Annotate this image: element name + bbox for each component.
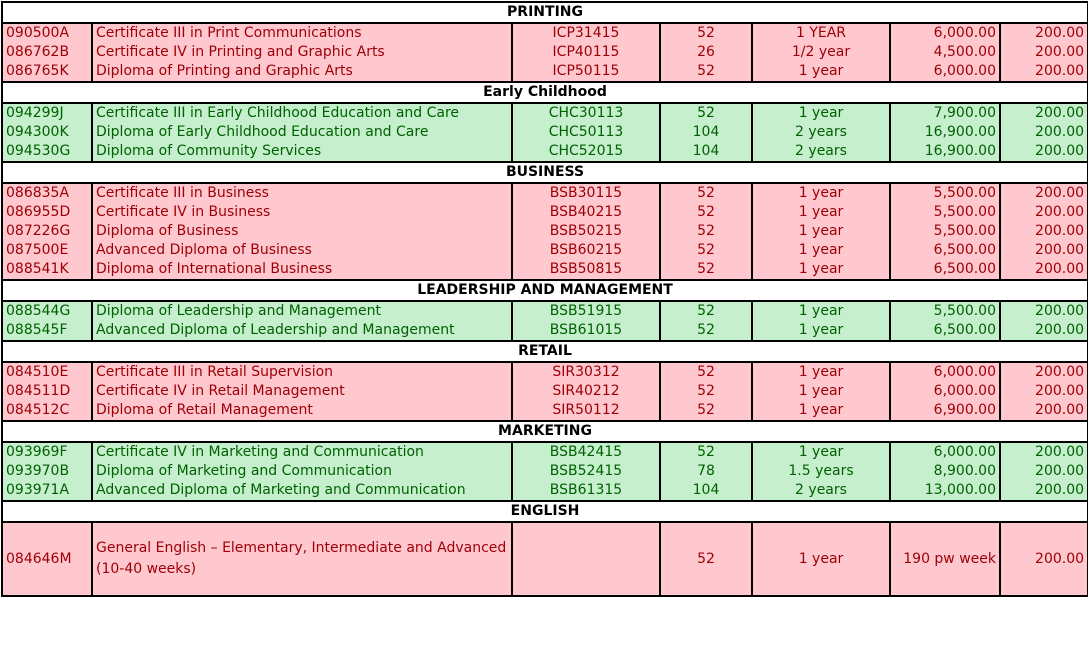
duration-cell: 1 YEAR [752,23,890,43]
weeks-cell: 52 [660,241,752,260]
qualification-code-cell: BSB30115 [512,183,660,203]
section-title: LEADERSHIP AND MANAGEMENT [2,280,1088,301]
course-name-cell: General English – Elementary, Intermediate and Advanced (10-40 weeks) [92,522,512,596]
course-code-cell: 084646M [2,522,92,596]
weeks-cell: 52 [660,183,752,203]
table-row [2,462,1088,481]
duration-cell: 2 years [752,481,890,501]
course-name-cell: Certificate III in Early Childhood Education and Care [92,103,512,123]
qualification-code-cell: BSB51915 [512,301,660,321]
tuition-fee-cell: 8,900.00 [890,462,1000,481]
duration-cell: 1 year [752,362,890,382]
table-row [2,183,1088,203]
duration-cell: 1 year [752,183,890,203]
course-code-cell: 094530G [2,142,92,162]
course-name-cell: Advanced Diploma of Business [92,241,512,260]
course-name-cell: Diploma of Business [92,222,512,241]
tuition-fee-cell: 6,500.00 [890,260,1000,280]
enrolment-fee-cell: 200.00 [1000,442,1088,462]
weeks-cell: 26 [660,43,752,62]
section-title: BUSINESS [2,162,1088,183]
qualification-code-cell: CHC52015 [512,142,660,162]
enrolment-fee-cell: 200.00 [1000,301,1088,321]
tuition-fee-cell: 5,500.00 [890,203,1000,222]
enrolment-fee-cell: 200.00 [1000,142,1088,162]
section-header-row [2,341,1088,362]
qualification-code-cell: SIR50112 [512,401,660,421]
enrolment-fee-cell: 200.00 [1000,522,1088,596]
weeks-cell: 52 [660,382,752,401]
qualification-code-cell: CHC50113 [512,123,660,142]
duration-cell: 1 year [752,241,890,260]
weeks-cell: 52 [660,260,752,280]
enrolment-fee-cell: 200.00 [1000,43,1088,62]
tuition-fee-cell: 6,000.00 [890,442,1000,462]
course-code-cell: 084510E [2,362,92,382]
enrolment-fee-cell: 200.00 [1000,260,1088,280]
qualification-code-cell: CHC30113 [512,103,660,123]
weeks-cell: 52 [660,23,752,43]
duration-cell: 1.5 years [752,462,890,481]
table-row [2,382,1088,401]
table-row [2,123,1088,142]
course-code-cell: 086765K [2,62,92,82]
course-code-cell: 084511D [2,382,92,401]
table-row [2,362,1088,382]
tuition-fee-cell: 6,000.00 [890,362,1000,382]
course-name-cell: Advanced Diploma of Marketing and Communication [92,481,512,501]
section-title: RETAIL [2,341,1088,362]
course-name-cell: Diploma of Printing and Graphic Arts [92,62,512,82]
course-code-cell: 086955D [2,203,92,222]
course-code-cell: 088545F [2,321,92,341]
tuition-fee-cell: 5,500.00 [890,222,1000,241]
tuition-fee-cell: 6,000.00 [890,23,1000,43]
section-header-row [2,82,1088,103]
course-name-cell: Diploma of Retail Management [92,401,512,421]
table-row [2,62,1088,82]
table-row [2,241,1088,260]
duration-cell: 1 year [752,522,890,596]
tuition-fee-cell: 6,000.00 [890,62,1000,82]
tuition-fee-cell: 6,000.00 [890,382,1000,401]
enrolment-fee-cell: 200.00 [1000,321,1088,341]
weeks-cell: 52 [660,103,752,123]
section-title: PRINTING [2,2,1088,23]
weeks-cell: 52 [660,442,752,462]
tuition-fee-cell: 4,500.00 [890,43,1000,62]
table-body [2,2,1088,596]
section-header-row [2,280,1088,301]
course-name-cell: Certificate III in Print Communications [92,23,512,43]
course-code-cell: 093970B [2,462,92,481]
table-row [2,260,1088,280]
course-name-cell: Diploma of Marketing and Communication [92,462,512,481]
enrolment-fee-cell: 200.00 [1000,362,1088,382]
enrolment-fee-cell: 200.00 [1000,23,1088,43]
enrolment-fee-cell: 200.00 [1000,123,1088,142]
table-row [2,301,1088,321]
duration-cell: 1/2 year [752,43,890,62]
tuition-fee-cell: 5,500.00 [890,301,1000,321]
course-name-cell: Certificate IV in Printing and Graphic Arts [92,43,512,62]
weeks-cell: 52 [660,222,752,241]
course-name-cell: Certificate III in Business [92,183,512,203]
duration-cell: 1 year [752,382,890,401]
course-code-cell: 088541K [2,260,92,280]
weeks-cell: 52 [660,522,752,596]
course-name-cell: Advanced Diploma of Leadership and Management [92,321,512,341]
section-header-row [2,501,1088,522]
tuition-fee-cell: 5,500.00 [890,183,1000,203]
tuition-fee-cell: 6,500.00 [890,241,1000,260]
weeks-cell: 78 [660,462,752,481]
course-name-cell: Certificate IV in Business [92,203,512,222]
enrolment-fee-cell: 200.00 [1000,62,1088,82]
duration-cell: 1 year [752,203,890,222]
enrolment-fee-cell: 200.00 [1000,382,1088,401]
qualification-code-cell: SIR30312 [512,362,660,382]
course-name-cell: Diploma of Early Childhood Education and Care [92,123,512,142]
enrolment-fee-cell: 200.00 [1000,183,1088,203]
course-name-cell: Diploma of International Business [92,260,512,280]
enrolment-fee-cell: 200.00 [1000,481,1088,501]
weeks-cell: 52 [660,301,752,321]
table-row [2,401,1088,421]
duration-cell: 2 years [752,142,890,162]
tuition-fee-cell: 7,900.00 [890,103,1000,123]
weeks-cell: 104 [660,481,752,501]
section-header-row [2,421,1088,442]
qualification-code-cell: BSB52415 [512,462,660,481]
section-title: MARKETING [2,421,1088,442]
table-row [2,203,1088,222]
course-name-cell: Diploma of Leadership and Management [92,301,512,321]
course-code-cell: 090500A [2,23,92,43]
qualification-code-cell: BSB50215 [512,222,660,241]
section-title: ENGLISH [2,501,1088,522]
course-code-cell: 086762B [2,43,92,62]
qualification-code-cell: BSB61015 [512,321,660,341]
duration-cell: 1 year [752,401,890,421]
duration-cell: 2 years [752,123,890,142]
table-row [2,321,1088,341]
table-row [2,522,1088,596]
course-code-cell: 093971A [2,481,92,501]
duration-cell: 1 year [752,442,890,462]
section-header-row [2,162,1088,183]
weeks-cell: 104 [660,142,752,162]
duration-cell: 1 year [752,62,890,82]
course-code-cell: 087500E [2,241,92,260]
table-row [2,23,1088,43]
duration-cell: 1 year [752,321,890,341]
enrolment-fee-cell: 200.00 [1000,241,1088,260]
tuition-fee-cell: 16,900.00 [890,142,1000,162]
enrolment-fee-cell: 200.00 [1000,203,1088,222]
qualification-code-cell: BSB50815 [512,260,660,280]
course-name-cell: Certificate IV in Marketing and Communication [92,442,512,462]
enrolment-fee-cell: 200.00 [1000,401,1088,421]
course-code-cell: 087226G [2,222,92,241]
duration-cell: 1 year [752,260,890,280]
course-name-cell: Certificate IV in Retail Management [92,382,512,401]
course-code-cell: 094300K [2,123,92,142]
weeks-cell: 52 [660,401,752,421]
duration-cell: 1 year [752,103,890,123]
course-code-cell: 094299J [2,103,92,123]
section-title: Early Childhood [2,82,1088,103]
tuition-fee-cell: 6,900.00 [890,401,1000,421]
course-code-cell: 093969F [2,442,92,462]
enrolment-fee-cell: 200.00 [1000,462,1088,481]
qualification-code-cell: ICP40115 [512,43,660,62]
tuition-fee-cell: 6,500.00 [890,321,1000,341]
weeks-cell: 52 [660,203,752,222]
weeks-cell: 52 [660,362,752,382]
tuition-fee-cell: 13,000.00 [890,481,1000,501]
table-row [2,43,1088,62]
qualification-code-cell: BSB40215 [512,203,660,222]
tuition-fee-cell: 16,900.00 [890,123,1000,142]
course-name-cell: Diploma of Community Services [92,142,512,162]
table-row [2,442,1088,462]
weeks-cell: 104 [660,123,752,142]
table-row [2,103,1088,123]
qualification-code-cell: BSB42415 [512,442,660,462]
course-code-cell: 088544G [2,301,92,321]
weeks-cell: 52 [660,62,752,82]
course-code-cell: 086835A [2,183,92,203]
tuition-fee-cell: 190 pw week [890,522,1000,596]
qualification-code-cell: SIR40212 [512,382,660,401]
duration-cell: 1 year [752,301,890,321]
duration-cell: 1 year [752,222,890,241]
course-name-cell: Certificate III in Retail Supervision [92,362,512,382]
course-fee-table [1,1,1088,597]
course-code-cell: 084512C [2,401,92,421]
qualification-code-cell: BSB61315 [512,481,660,501]
table-row [2,481,1088,501]
qualification-code-cell: ICP50115 [512,62,660,82]
enrolment-fee-cell: 200.00 [1000,103,1088,123]
weeks-cell: 52 [660,321,752,341]
qualification-code-cell: ICP31415 [512,23,660,43]
qualification-code-cell: BSB60215 [512,241,660,260]
section-header-row [2,2,1088,23]
table-row [2,222,1088,241]
enrolment-fee-cell: 200.00 [1000,222,1088,241]
table-row [2,142,1088,162]
qualification-code-cell [512,522,660,596]
